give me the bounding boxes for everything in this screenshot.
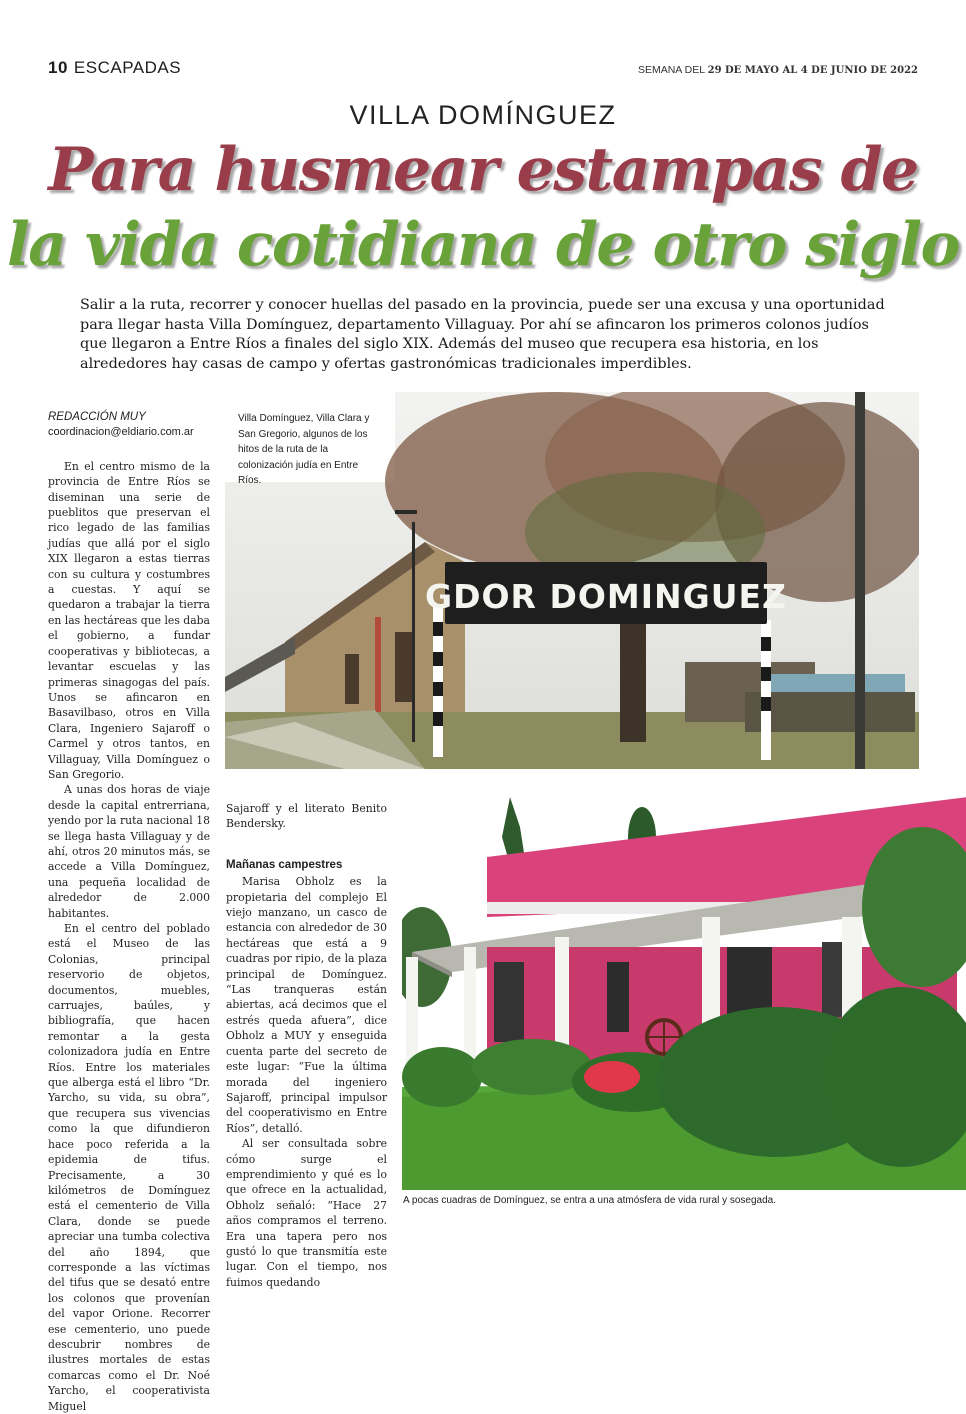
section-name: ESCAPADAS (73, 58, 182, 77)
article-lead: Salir a la ruta, recorrer y conocer huellas del pasado en la provincia, puede ser una excusa y una oportunidad para llegar hasta Villa Domínguez, departamento Villaguay. Por ahí se afincaron los primeros colonos judíos que llegaron a Entre Ríos a finales del siglo XIX. Además del museo que recupera esa historia, en los alrededores hay casas de campo y ofertas gastronómicas tradicionales imperdibles. (80, 297, 885, 372)
photo1-caption: Villa Domínguez, Villa Clara y San Gregorio, algunos de los hitos de la ruta de la colonización judía en Entre Ríos. (238, 413, 370, 486)
headline-line-1: Para husmear estampas de (48, 135, 918, 205)
country-house-photo (402, 797, 966, 1190)
headline-line-2: la vida cotidiana de otro siglo (6, 210, 960, 280)
paragraph: En el centro del poblado está el Museo de las Colonias, principal reservorio de objetos, documentos, muebles, carruajes, baúles, y bibliografía, que hacen remontar a la gesta colonizadora judía en Entre Ríos. Entre los materiales que alberga está el libro “Dr. Yarcho, su vida, su obra”, que recupera sus vivencias como la que difundieron hace poco referida a la epidemia de tifus. Precisamente, a 30 kilómetros de Domínguez está el cementerio de Villa Clara, donde se puede apreciar una tumba colectiva del año 1894, que corresponde a las víctimas del tifus que se desató entre los colonos que provenían del vapor Orione. Recorrer ese cementerio, uno puede descubrir nombres de ilustres mortales de estas comarcas como el Dr. Noé Yarcho, el cooperativista Miguel (48, 922, 210, 1413)
station-sign-text: GDOR DOMINGUEZ (425, 577, 787, 616)
paragraph: En el centro mismo de la provincia de Entre Ríos se diseminan una serie de pueblitos que preservan el rico legado de las familias judías que allá por el siglo XIX llegaron a estas tierras con su cultura y costumbres a cuestas. Y aquí se quedaron a trabajar la tierra en las hectáreas que les daba el gobierno, a fundar cooperativas y bibliotecas, a levantar escuelas y las primeras sinagogas del país. Unos se afincaron en Basavilbaso, otros en Villa Clara, Ingeniero Sajaroff o Carmel y otros tantos, en Villaguay, Villa Domínguez o San Gregorio. (48, 459, 210, 781)
date-range: 29 DE MAYO AL 4 DE JUNIO DE 2022 (707, 65, 918, 76)
subhead: Mañanas campestres (226, 858, 343, 871)
paragraph: Marisa Obholz es la propietaria del complejo El viejo manzano, un casco de estancia con alrededor de 30 hectáreas que está a 9 cuadras por ripio, de la plaza principal de Domínguez. “Las tranqueras están abiertas, acá decimos que el estrés queda afuera”, dice Obholz a MUY y enseguida cuenta parte del secreto de este lugar: “Fue la última morada del ingeniero Sajaroff, principal impulsor del cooperativismo en Entre Ríos”, detalló. (226, 875, 387, 1135)
paragraph-continuation: Sajaroff y el literato Benito Bendersky. (226, 802, 387, 831)
author-email: coordinacion@eldiario.com.ar (48, 426, 194, 439)
paragraph: Al ser consultada sobre cómo surge el emprendimiento y qué es lo que ofrece en la actualidad, Obholz señaló: “Hace 27 años compramos el terreno. Era una tapera pero nos gustó lo que transmitía este lugar. Con el tiempo, nos fuimos quedando (226, 1137, 387, 1289)
article-kicker: VILLA DOMÍNGUEZ (349, 100, 617, 130)
article-column-2 (226, 801, 387, 1290)
byline: REDACCIÓN MUY (48, 411, 146, 423)
page-number: 10 (48, 58, 68, 77)
date-prefix: SEMANA DEL (637, 64, 705, 76)
photo2-caption: A pocas cuadras de Domínguez, se entra a una atmósfera de vida rural y sosegada. (403, 1195, 776, 1206)
article-column-1 (48, 410, 210, 1414)
page-header-left (48, 58, 181, 78)
paragraph: A unas dos horas de viaje desde la capital entrerriana, yendo por la ruta nacional 18 se llega hasta Villaguay y de ahí, otros 20 minutos más, se accede a Villa Domínguez, una pequeña localidad de alrededor de 2.000 habitantes. (48, 783, 210, 920)
issue-date (638, 64, 918, 76)
